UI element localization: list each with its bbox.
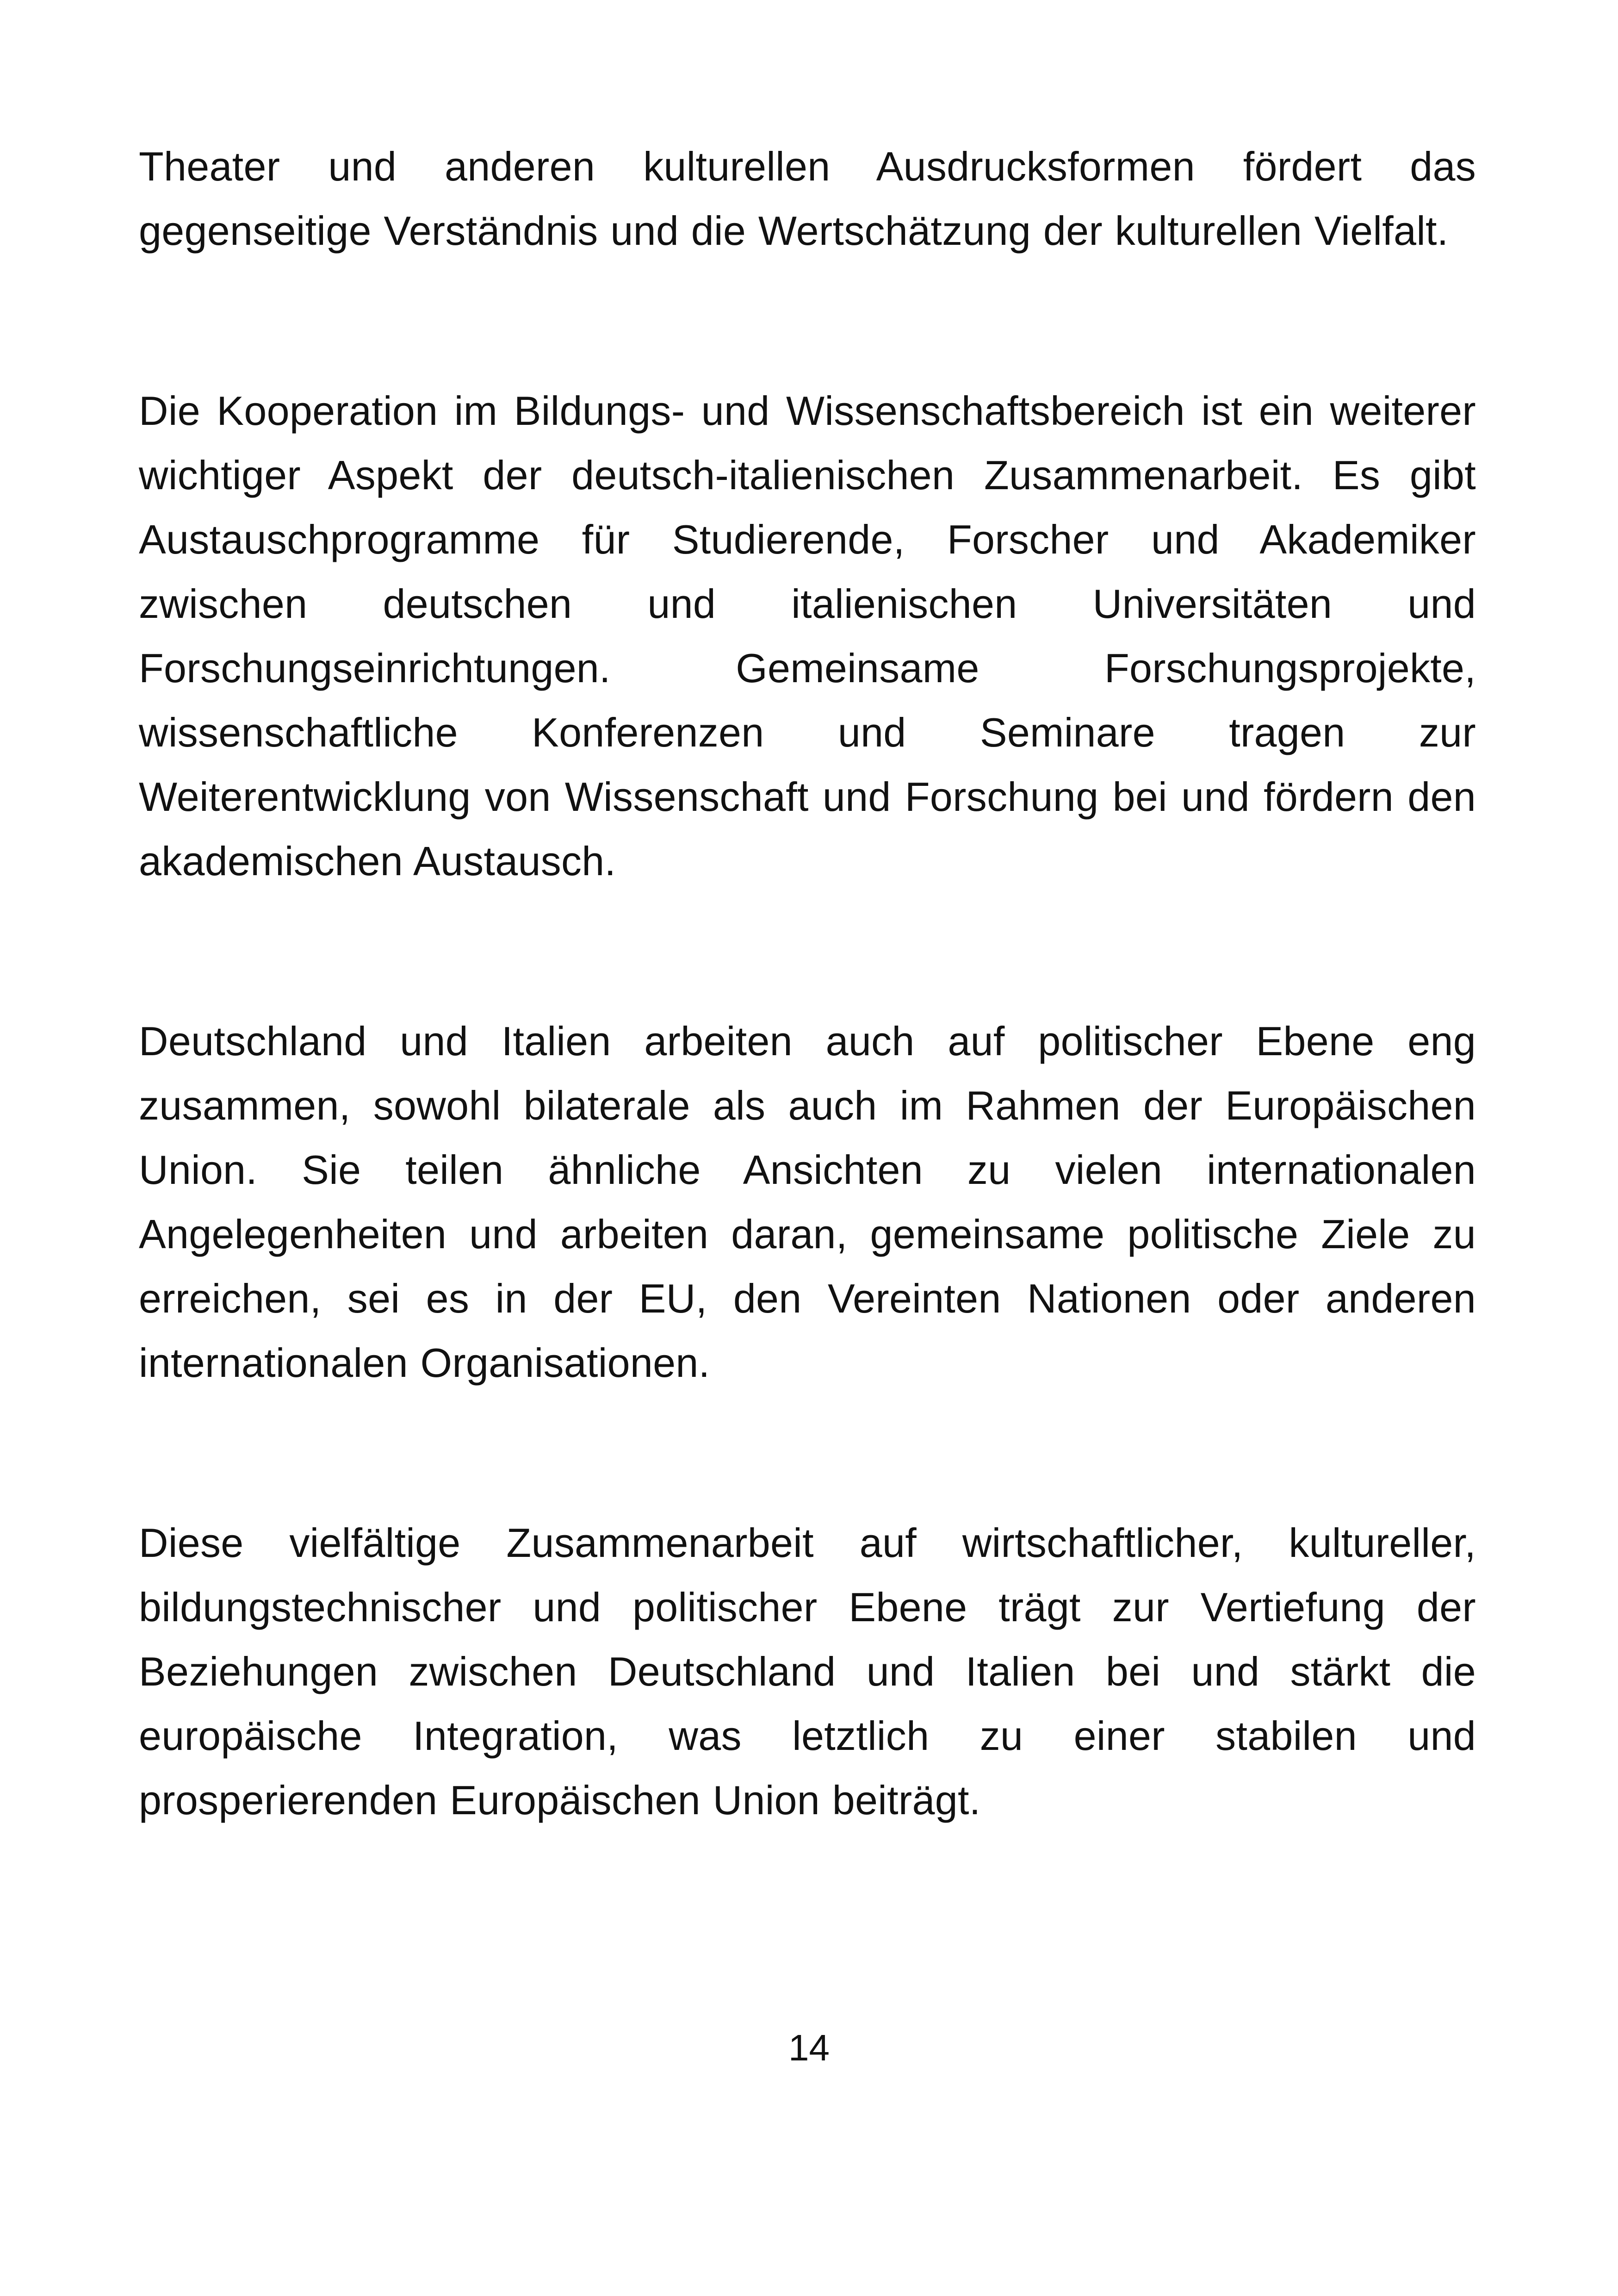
paragraph-education-science: Die Kooperation im Bildungs- und Wissenschaftsbereich ist ein weiterer wichtiger Aspekt der deutsch-italienischen Zusammenarbeit. Es gibt Austauschprogramme für Studierende, Forscher und Akademiker zwischen deutschen und italienischen Universitäten und Forschungseinrichtungen. Gemeinsame Forschungsprojekte, wissenschaftliche Konferenzen und Seminare tragen zur Weiterentwicklung von Wissenschaft und Forschung bei und fördern den akademischen Austausch. — [139, 388, 1476, 884]
paragraph-conclusion: Diese vielfältige Zusammenarbeit auf wirtschaftlicher, kultureller, bildungstechnischer und politischer Ebene trägt zur Vertiefung der Beziehungen zwischen Deutschland und Italien bei und stärkt die europäische Integration, was letztlich zu einer stabilen und prosperierenden Europäischen Union beiträgt. — [139, 1520, 1476, 1823]
document-body — [139, 134, 1476, 1832]
page-number: 14 — [788, 2027, 830, 2068]
paragraph-culture-continuation: Theater und anderen kulturellen Ausdrucksformen fördert das gegenseitige Verständnis und die Wertschätzung der kulturellen Vielfalt. — [139, 143, 1476, 254]
paragraph-politics: Deutschland und Italien arbeiten auch auf politischer Ebene eng zusammen, sowohl bilaterale als auch im Rahmen der Europäischen Union. Sie teilen ähnliche Ansichten zu vielen internationalen Angelegenheiten und arbeiten daran, gemeinsame politische Ziele zu erreichen, sei es in der EU, den Vereinten Nationen oder anderen internationalen Organisationen. — [139, 1018, 1476, 1386]
